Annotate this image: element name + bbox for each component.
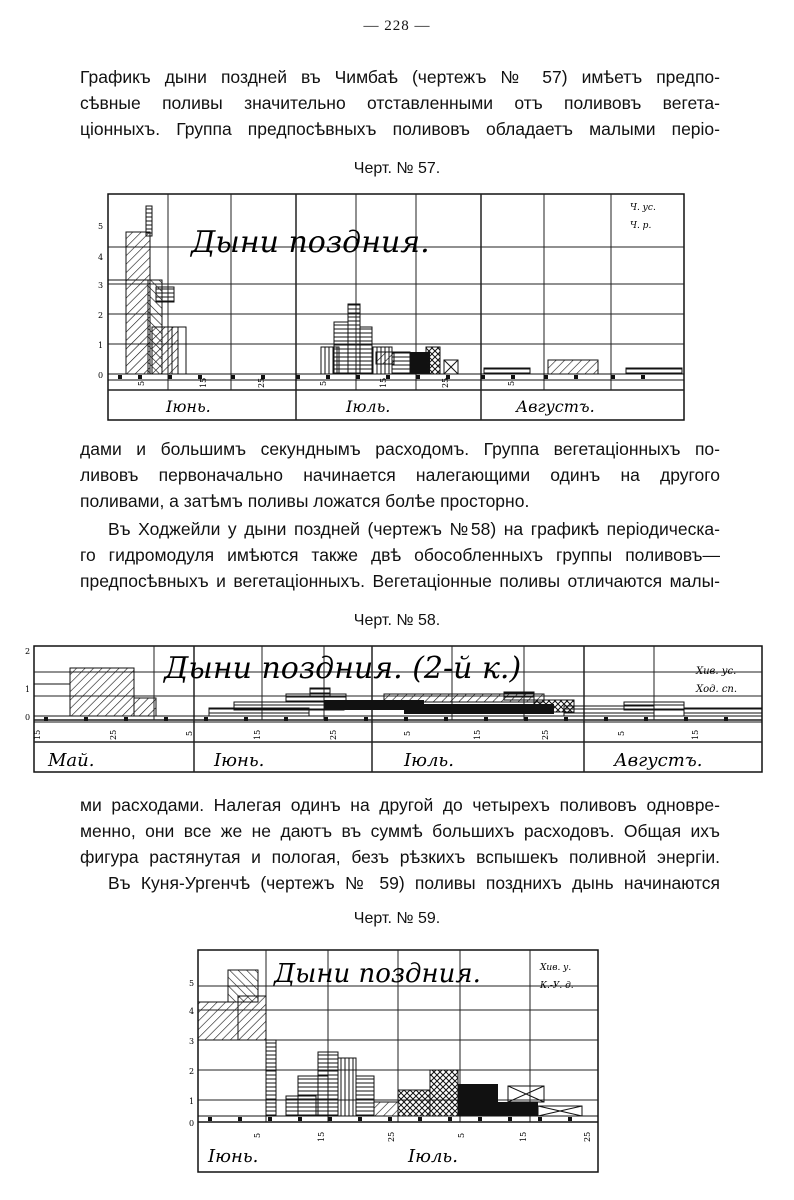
x-tick: 25 — [583, 1131, 592, 1142]
x-tick: 5 — [185, 730, 194, 736]
paragraph-1 — [80, 64, 720, 142]
paragraph-3 — [80, 516, 720, 594]
corner-note: Хив. ус. — [696, 666, 737, 677]
y-tick: 2 — [189, 1067, 195, 1076]
x-tick: 25 — [329, 729, 338, 740]
x-tick: 5 — [319, 380, 328, 386]
x-tick: 15 — [691, 729, 700, 740]
y-tick: 1 — [25, 685, 31, 694]
y-tick: 5 — [189, 979, 195, 988]
y-tick: 0 — [189, 1119, 195, 1128]
month-label: Іюль. — [346, 397, 391, 416]
month-label: Іюнь. — [166, 397, 211, 416]
text-line: Въ Куня-Ургенчѣ (чертежъ № 59) поливы позднихъ дынь начинаются — [108, 873, 720, 893]
x-tick: 25 — [387, 1131, 396, 1142]
text-line: сѣвные поливы значительно отставленными отъ поливовъ вегета- — [80, 93, 720, 113]
chart-title: Дыни поздния. — [274, 959, 481, 989]
chart-title: Дыни поздния. (2-й к.) — [164, 651, 522, 686]
month-label: Іюль. — [404, 750, 454, 771]
x-tick: 5 — [403, 730, 412, 736]
text-line: менно, они все же не даютъ въ суммѣ большихъ расходовъ. Общая ихъ — [80, 821, 720, 841]
x-tick: 25 — [441, 377, 450, 388]
month-label: Май. — [48, 750, 95, 771]
text-line: фигура растянутая и пологая, безъ рѣзкихъ вспышекъ поливной энергіи. — [80, 847, 720, 867]
x-tick: 15 — [519, 1131, 528, 1142]
figure-59-caption: Черт. № 59. — [353, 910, 441, 927]
figure-59-chart — [188, 946, 600, 1178]
month-label: Іюнь. — [208, 1146, 259, 1167]
y-tick: 2 — [25, 647, 31, 656]
x-tick-labels — [137, 378, 516, 388]
y-tick: 4 — [189, 1007, 195, 1016]
text-line: ливовъ первоначально начинается налегающими одинъ на другого — [80, 465, 720, 485]
x-tick: 25 — [109, 729, 118, 740]
corner-note: Ч. ус. — [630, 203, 656, 213]
figure-57-caption: Черт. № 57. — [353, 160, 441, 177]
y-tick: 1 — [189, 1097, 195, 1106]
corner-note: К.-У. д. — [540, 981, 574, 991]
figure-58-caption: Черт. № 58. — [353, 612, 441, 629]
text-line: ціонныхъ. Группа предпосѣвныхъ поливовъ обладаетъ малыми періо- — [80, 119, 720, 139]
x-tick: 5 — [617, 730, 626, 736]
corner-note: Ч. р. — [630, 221, 652, 231]
x-tick: 15 — [33, 729, 42, 740]
x-tick: 5 — [507, 380, 516, 386]
text-line: Въ Ходжейли у дыни поздней (чертежъ №58) на графикѣ періодическа- — [108, 519, 720, 539]
text-line: предпосѣвныхъ и вегетаціонныхъ. Вегетаціонные поливы отличаются малы- — [80, 571, 720, 591]
paragraph-4 — [80, 792, 720, 870]
month-label: Іюнь. — [214, 750, 265, 771]
y-tick: 3 — [98, 281, 104, 290]
text-line: го гидромодуля имѣются также двѣ обособленныхъ группы поливовъ— — [80, 545, 720, 565]
x-tick: 15 — [199, 377, 208, 388]
month-label: Августъ. — [614, 750, 703, 771]
corner-note: Хив. у. — [540, 963, 572, 973]
page-number: — 228 — — [363, 18, 431, 34]
x-tick: 5 — [457, 1132, 466, 1138]
x-tick: 15 — [379, 377, 388, 388]
figure-58-chart — [24, 644, 764, 776]
y-tick: 4 — [98, 253, 104, 262]
x-tick: 25 — [541, 729, 550, 740]
text-line: ми расходами. Налегая одинъ на другой до четырехъ поливовъ одновре- — [80, 795, 720, 815]
y-tick: 1 — [98, 341, 104, 350]
text-line: поливами, а затѣмъ поливы ложатся болѣе просторно. — [80, 491, 530, 511]
x-tick: 25 — [257, 377, 266, 388]
month-label: Іюль. — [408, 1146, 458, 1167]
y-tick: 3 — [189, 1037, 195, 1046]
y-tick-labels — [98, 222, 103, 380]
y-tick: 0 — [98, 371, 104, 380]
chart-title: Дыни поздния. — [191, 225, 430, 260]
x-tick: 15 — [317, 1131, 326, 1142]
x-tick: 5 — [137, 380, 146, 386]
y-tick: 0 — [25, 713, 31, 722]
paragraph-2 — [80, 436, 720, 514]
corner-note: Ход. сп. — [696, 684, 738, 695]
figure-57-chart — [96, 192, 686, 424]
paragraph-5 — [80, 870, 720, 896]
x-tick: 15 — [473, 729, 482, 740]
y-tick: 2 — [98, 311, 104, 320]
text-line: дами и большимъ секунднымъ расходомъ. Группа вегетаціонныхъ по- — [80, 439, 720, 459]
x-tick: 5 — [253, 1132, 262, 1138]
month-label: Августъ. — [516, 397, 595, 416]
text-line: Графикъ дыни поздней въ Чимбаѣ (чертежъ № 57) имѣетъ предпо- — [80, 67, 720, 87]
x-tick: 15 — [253, 729, 262, 740]
y-tick: 5 — [98, 222, 104, 231]
